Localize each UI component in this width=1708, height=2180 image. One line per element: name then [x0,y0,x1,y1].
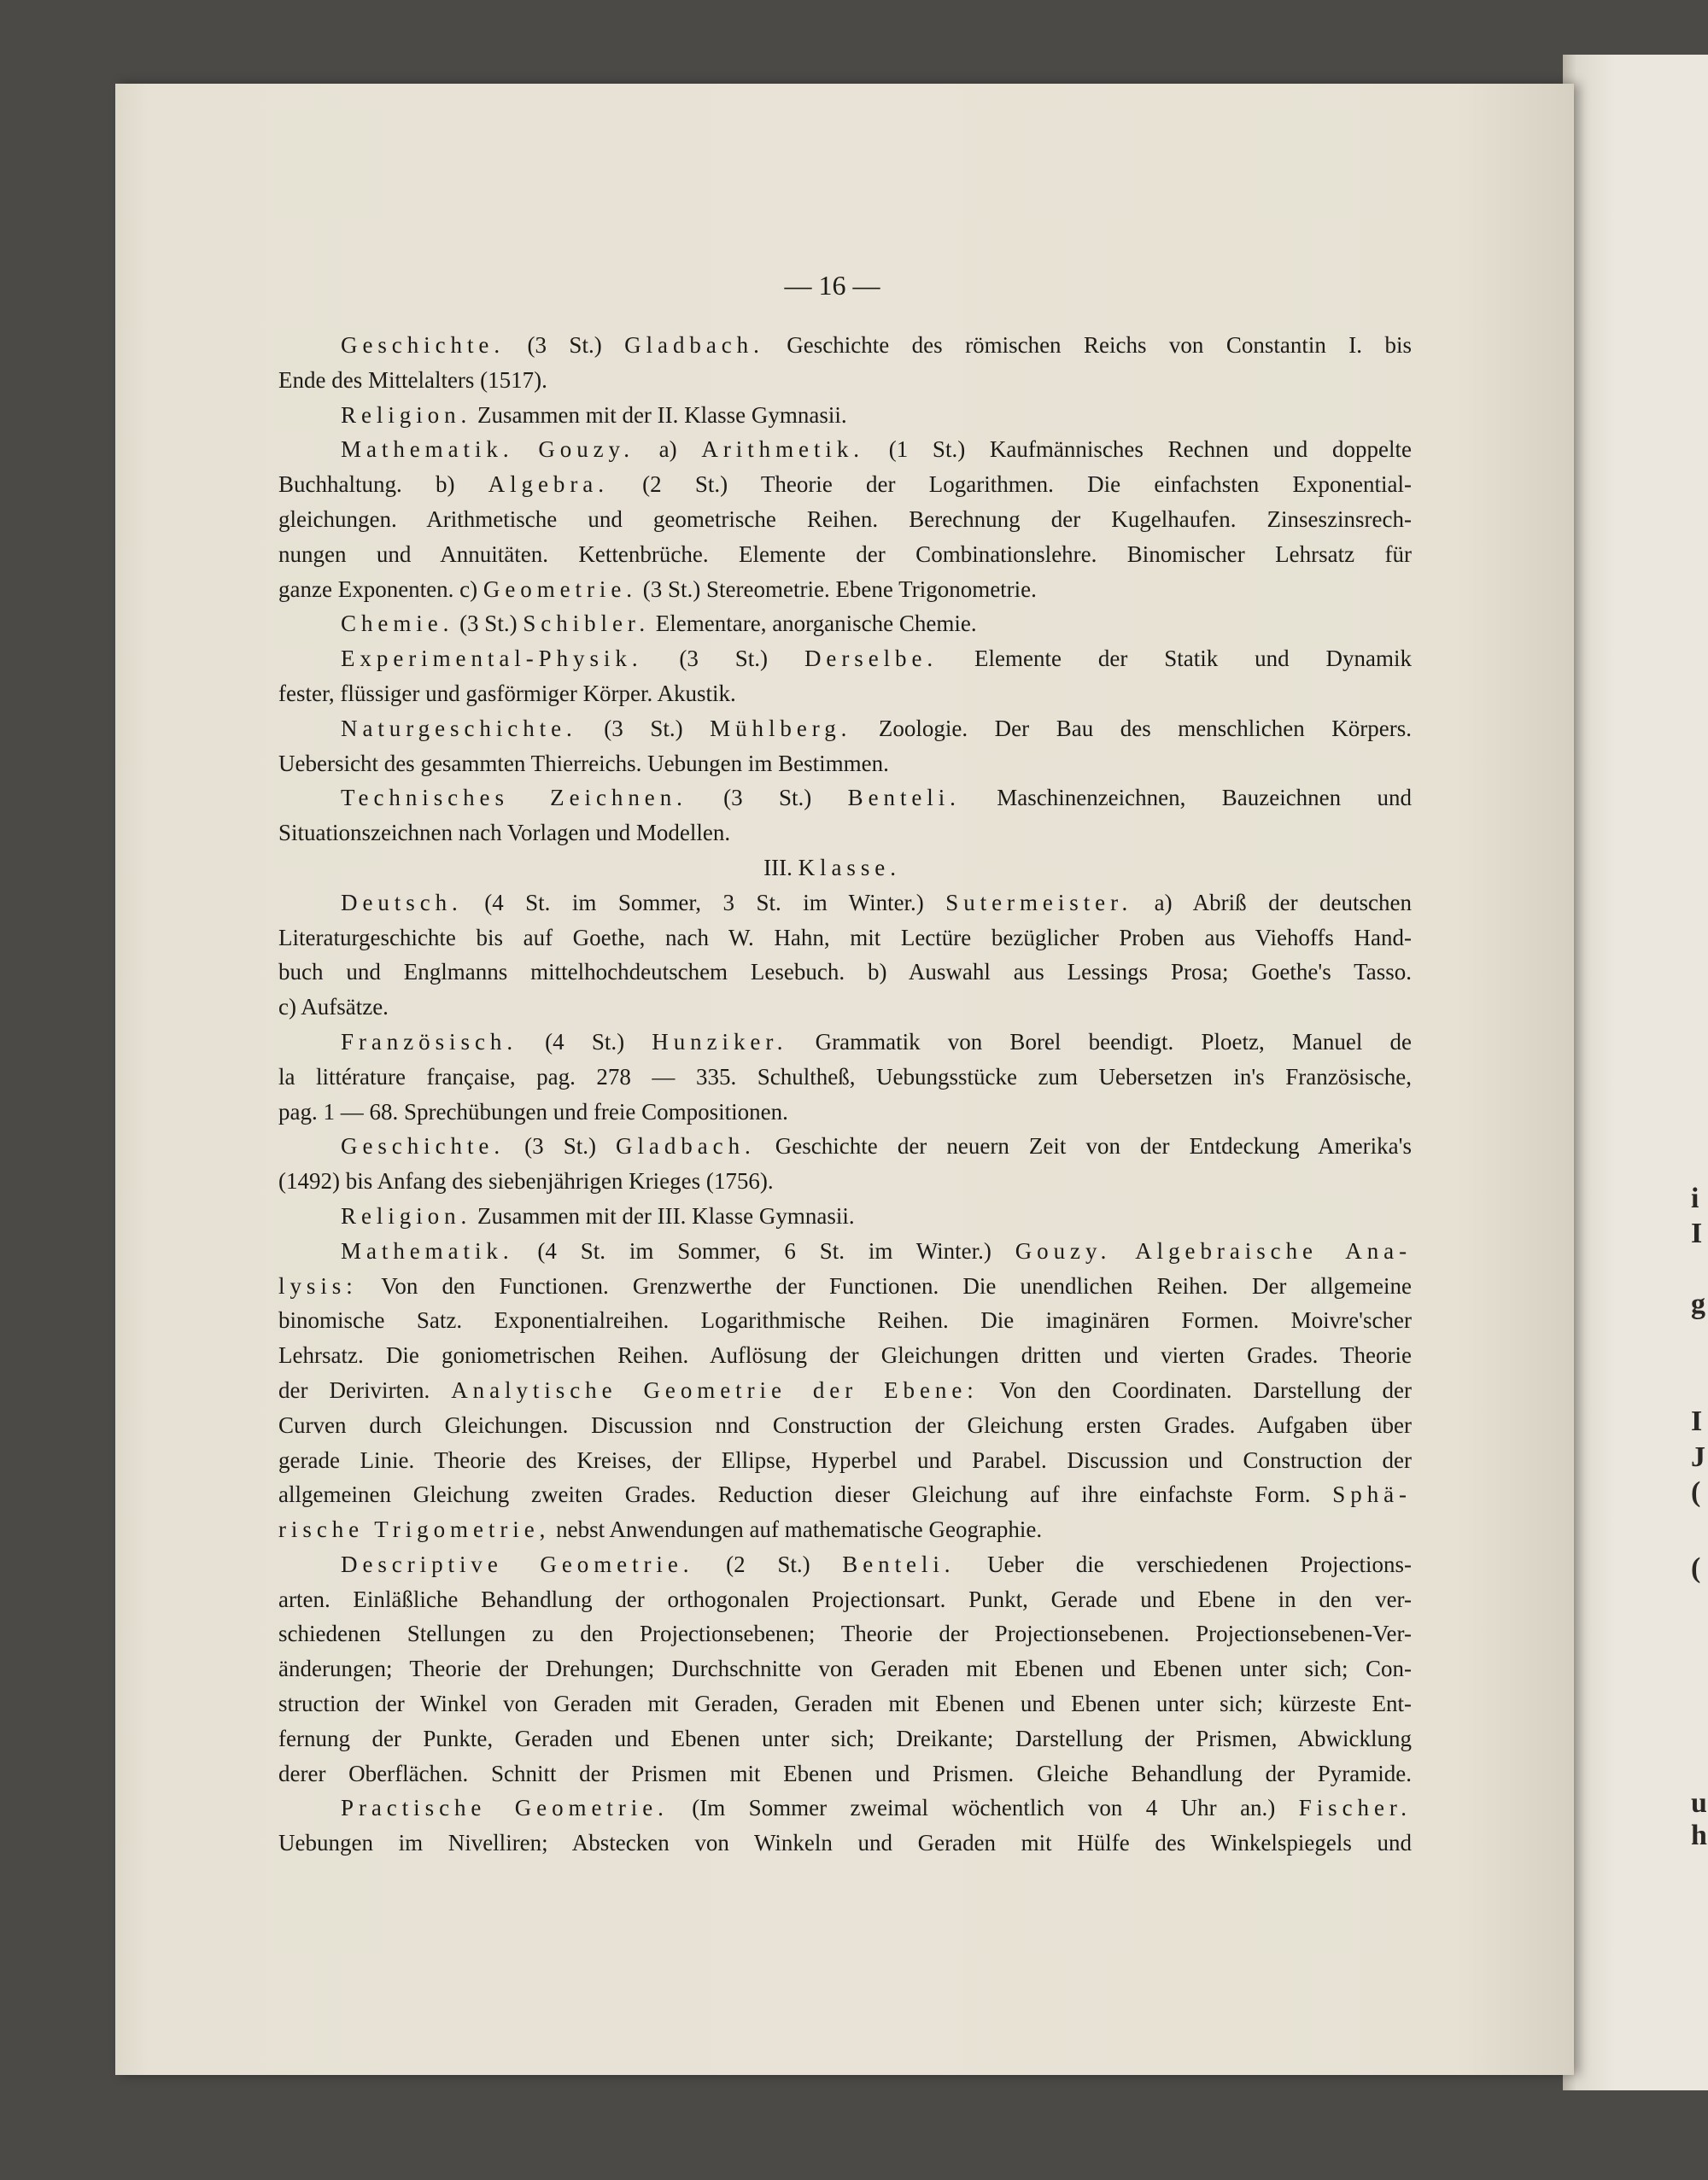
text-run: Grammatik von Borel beendigt. Ploetz, Manuel de [787,1028,1413,1055]
text-line [278,885,1412,921]
emphasized-term: Fischer. [1298,1795,1412,1821]
emphasized-term: Gladbach. [624,332,764,358]
text-line [278,1164,1412,1199]
text-run: (4 St.) [518,1028,652,1055]
emphasized-term: Sutermeister. [945,889,1133,915]
emphasized-term: Derselbe. [804,646,939,672]
emphasized-term: Sphä- [1332,1482,1412,1508]
text-run: la littérature française, pag. 278 — 335. Schultheß, Uebungsstücke zum Uebersetzen in's Französische, [278,1063,1412,1090]
facing-page-fragment: I [1691,1406,1703,1437]
text-line [278,1756,1412,1791]
text-line [278,328,1412,363]
emphasized-term: Benteli. [847,785,961,811]
emphasized-term: Experimental-Physik. [341,646,643,672]
text-run: fernung der Punkte, Geraden und Ebenen unter sich; Dreikante; Darstellung der Prismen, Abwicklung [278,1725,1412,1751]
emphasized-term: Chemie. [341,611,454,637]
emphasized-term: Benteli. [842,1551,956,1577]
text-line [278,1129,1412,1164]
text-run [1111,1238,1135,1264]
text-run [514,436,539,462]
text-line [278,1582,1412,1617]
text-line [278,990,1412,1025]
text-run: (Im Sommer zweimal wöchentlich von 4 Uhr an.) [668,1795,1299,1821]
text-run: Literaturgeschichte bis auf Goethe, nach W. Hahn, mit Lectüre bezüglicher Proben aus Viehoffs Hand- [278,924,1412,950]
text-line [278,606,1412,641]
emphasized-term: Geschichte. [341,332,506,358]
emphasized-term: Mathematik. [341,436,514,463]
text-run: schiedenen Stellungen zu den Projectionsebenen; Theorie der Projectionsebenen. Projectionsebenen-Ver- [278,1621,1412,1647]
emphasized-term: Mühlberg. [710,715,852,741]
text-run: Uebersicht des gesammten Thierreichs. Uebungen im Bestimmen. [278,750,889,776]
facing-page-fragment: g [1691,1289,1705,1320]
text-run: Geschichte der neuern Zeit von der Entdeckung Amerika's [755,1133,1413,1160]
text-line [278,1791,1412,1826]
text-run: Zusammen mit der III. Klasse Gymnasii. [471,1202,855,1229]
text-line [278,676,1412,711]
body-text [278,328,1412,1861]
text-run: der Derivirten. [278,1376,452,1403]
emphasized-term: Religion. [341,401,472,428]
text-run: derer Oberflächen. Schnitt der Prismen mit Ebenen und Prismen. Gleiche Behandlung der Pyramide. [278,1760,1412,1786]
facing-page-fragment: J [1691,1441,1705,1473]
text-run: Maschinenzeichnen, Bauzeichnen und [960,785,1412,811]
text-run: Von den Coordinaten. Darstellung der [978,1376,1412,1403]
text-line [278,502,1412,537]
text-line [278,1373,1412,1408]
text-line [278,1616,1412,1651]
text-line [278,1477,1412,1512]
text-run: Situationszeichnen nach Vorlagen und Modellen. [278,820,731,846]
text-run: (4 St. im Sommer, 3 St. im Winter.) [462,889,946,915]
emphasized-term: lysis: [278,1272,358,1299]
text-line [278,1651,1412,1686]
text-line [278,955,1412,990]
emphasized-term: Gouzy. [1015,1237,1112,1264]
emphasized-term: Gouzy. [538,436,635,463]
text-run: struction der Winkel von Geraden mit Geraden, Geraden mit Ebenen und Ebenen unter sich; kürzeste Ent- [278,1691,1412,1717]
facing-page-fragment: I [1691,1218,1703,1249]
text-run: binomische Satz. Exponentialreihen. Logarithmische Reihen. Die imaginären Formen. Moivre'scher [278,1307,1412,1334]
text-run: (3 St.) [576,715,711,741]
emphasized-term: Mathematik. [341,1237,514,1264]
text-line [278,1512,1412,1547]
text-line [278,1095,1412,1130]
text-run: änderungen; Theorie der Drehungen; Durchschnitte von Geraden mit Ebenen und Ebenen unter sich; Con- [278,1656,1412,1682]
facing-page-fragment: ( [1691,1552,1701,1584]
text-run: ganze Exponenten. c) [278,576,483,602]
text-run: gerade Linie. Theorie des Kreises, der Ellipse, Hyperbel und Parabel. Discussion und Construction der [278,1447,1412,1473]
text-line [278,1269,1412,1304]
text-run: Lehrsatz. Die goniometrischen Reihen. Auflösung der Gleichungen dritten und vierten Grades. Theorie [278,1342,1412,1369]
text-line [278,432,1412,467]
emphasized-term: Französisch. [341,1028,518,1055]
text-line [278,746,1412,781]
text-run: gleichungen. Arithmetische und geometrische Reihen. Berechnung der Kugelhaufen. Zinseszinsrech- [278,506,1412,532]
text-run: Buchhaltung. b) [278,471,488,498]
text-line [278,1234,1412,1269]
emphasized-term: Gladbach. [616,1133,756,1160]
text-run: buch und Englmanns mittelhochdeutschem Lesebuch. b) Auswahl aus Lessings Prosa; Goethe's Tasso. [278,959,1412,985]
emphasized-term: Naturgeschichte. [341,715,577,741]
emphasized-term: Geometrie. [483,576,637,602]
text-line [278,1060,1412,1095]
emphasized-term: Hunziker. [652,1028,788,1055]
text-line [278,921,1412,956]
facing-page-fragment: ( [1691,1476,1701,1508]
text-run: Curven durch Gleichungen. Discussion nnd Construction der Gleichung ersten Grades. Aufgaben über [278,1411,1412,1438]
text-run: a) [634,436,702,463]
text-run: (1 St.) Kaufmännisches Rechnen und doppelte [863,436,1413,463]
text-line [278,1547,1412,1582]
emphasized-term: Geschichte. [341,1133,506,1160]
text-line [278,1338,1412,1373]
text-run: Von den Functionen. Grenzwerthe der Functionen. Die unendlichen Reihen. Der allgemeine [357,1272,1412,1299]
text-run: allgemeinen Gleichung zweiten Grades. Reduction dieser Gleichung auf ihre einfachste Form. [278,1482,1333,1508]
text-run: (1492) bis Anfang des siebenjährigen Krieges (1756). [278,1168,774,1195]
text-run: (3 St.) Stereometrie. Ebene Trigonometrie. [637,576,1037,602]
emphasized-term: Practische Geometrie. [341,1795,669,1821]
text-run: Elementare, anorganische Chemie. [650,611,977,637]
text-run: Zoologie. Der Bau des menschlichen Körpers. [851,715,1413,741]
text-line [278,363,1412,398]
text-run: (4 St. im Sommer, 6 St. im Winter.) [513,1237,1015,1264]
text-run: Elemente der Statik und Dynamik [938,646,1413,672]
text-run: nungen und Annuitäten. Kettenbrüche. Elemente der Combinationslehre. Binomischer Lehrsatz für [278,541,1412,567]
text-run: (3 St.) [453,611,524,637]
text-run: (3 St.) [642,646,804,672]
text-run: Uebungen im Nivelliren; Abstecken von Winkeln und Geraden mit Hülfe des Winkelspiegels und [278,1830,1412,1856]
text-line [278,398,1412,433]
emphasized-term: Descriptive Geometrie. [341,1551,694,1577]
section-heading [278,850,1412,885]
text-run: Ueber die verschiedenen Projections- [955,1551,1413,1577]
text-run: fester, flüssiger und gasförmiger Körper. Akustik. [278,680,736,706]
text-line [278,1303,1412,1338]
text-run: c) Aufsätze. [278,994,389,1020]
emphasized-term: Schibler. [523,611,651,637]
facing-page-fragment: h [1691,1820,1707,1851]
text-run: (3 St.) [687,785,848,811]
text-line [278,1443,1412,1478]
emphasized-term: Deutsch. [341,889,463,915]
emphasized-term: Algebraische Ana- [1135,1237,1413,1264]
text-line [278,1408,1412,1443]
emphasized-term: rische Trigometrie, [278,1517,551,1543]
emphasized-term: Technisches Zeichnen. [341,785,687,811]
text-run: arten. Einläßliche Behandlung der orthogonalen Projectionsart. Punkt, Gerade und Ebene in den ver- [278,1586,1412,1612]
text-line [278,572,1412,607]
text-run: III. [763,854,798,880]
text-line [278,537,1412,572]
emphasized-term: Religion. [341,1202,472,1229]
text-line [278,711,1412,746]
text-run: Ende des Mittelalters (1517). [278,366,547,393]
facing-page-edge [1563,55,1708,2090]
emphasized-term: Klasse. [798,854,901,880]
text-run: Zusammen mit der II. Klasse Gymnasii. [471,401,847,428]
text-line [278,1025,1412,1060]
text-line [278,815,1412,850]
page-number: — 16 — [784,270,880,301]
emphasized-term: Arithmetik. [701,436,864,463]
text-run: (3 St.) [505,332,625,358]
text-line [278,1826,1412,1861]
text-line [278,641,1412,676]
text-run: (2 St.) Theorie der Logarithmen. Die einfachsten Exponential- [608,471,1412,498]
text-line [278,1721,1412,1756]
text-run: (3 St.) [505,1133,617,1160]
text-run: Geschichte des römischen Reichs von Constantin I. bis [763,332,1413,358]
text-run: pag. 1 — 68. Sprechübungen und freie Compositionen. [278,1098,788,1125]
text-line [278,1199,1412,1234]
text-run: (2 St.) [693,1551,843,1577]
text-run: nebst Anwendungen auf mathematische Geographie. [550,1517,1043,1543]
text-line [278,467,1412,502]
facing-page-fragment: i [1691,1183,1699,1214]
facing-page-fragment: u [1691,1787,1707,1819]
text-line [278,780,1412,815]
emphasized-term: Algebra. [488,471,609,498]
text-line [278,1686,1412,1721]
emphasized-term: Analytische Geometrie der Ebene: [451,1376,979,1403]
text-run: a) Abriß der deutschen [1132,889,1412,915]
